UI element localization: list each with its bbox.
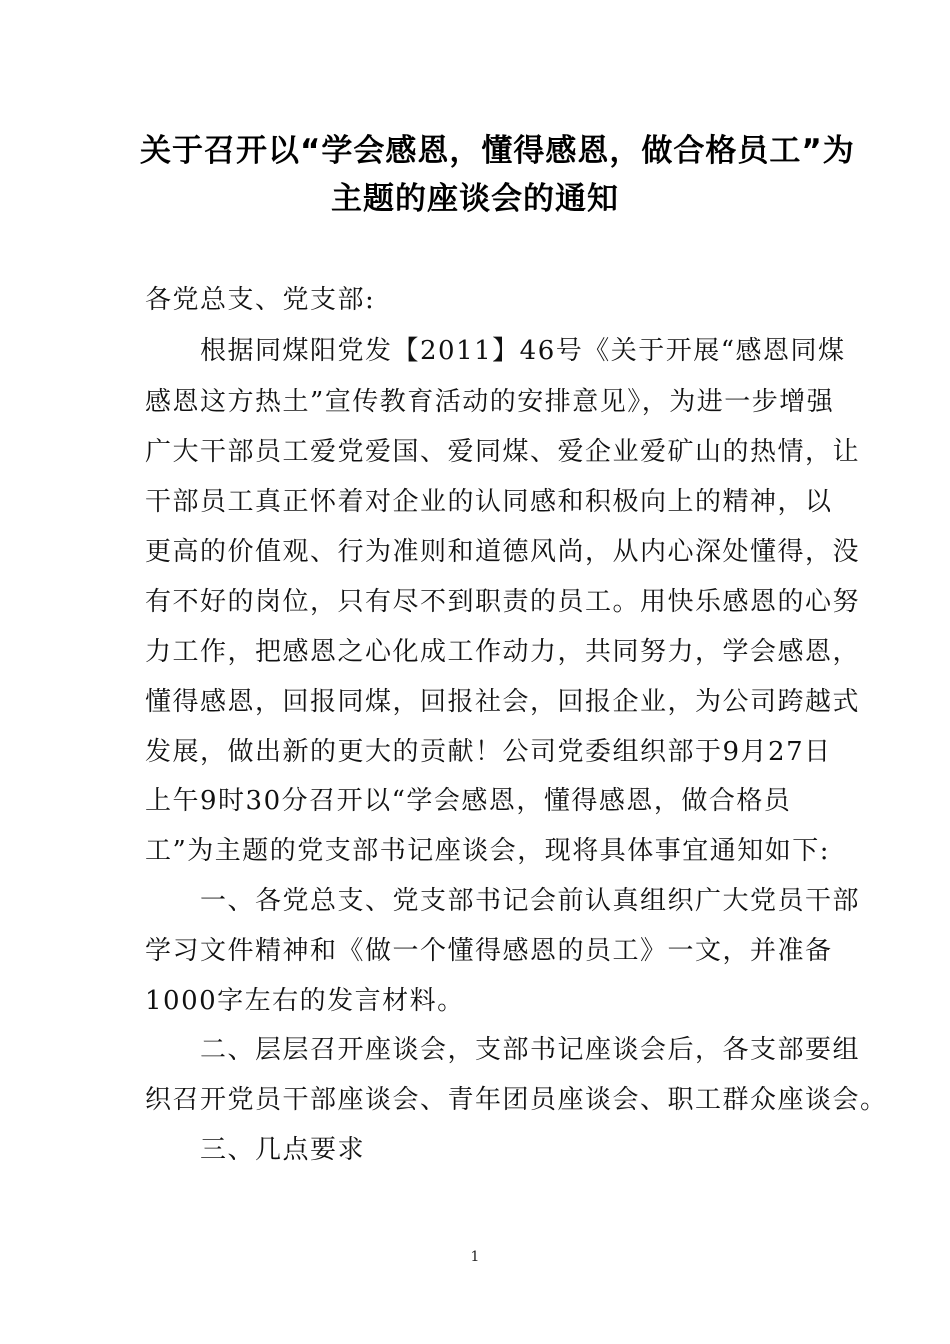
paragraph-1-line: 感恩这方热土”宣传教育活动的安排意见》，为进一步增强 bbox=[145, 387, 835, 417]
document-title-line-2: 主题的座谈会的通知 bbox=[331, 181, 619, 217]
paragraph-1-line: 工”为主题的党支部书记座谈会，现将具体事宜通知如下: bbox=[145, 836, 831, 866]
item-2-line: 二、层层召开座谈会，支部书记座谈会后，各支部要组 bbox=[200, 1035, 861, 1065]
paragraph-1-line: 发展，做出新的更大的贡献！公司党委组织部于9月27日 bbox=[145, 737, 832, 767]
document-title-line-1: 关于召开以“学会感恩，懂得感恩，做合格员工”为 bbox=[140, 133, 855, 169]
paragraph-1-line: 更高的价值观、行为准则和道德风尚，从内心深处懂得，没 bbox=[145, 537, 861, 567]
paragraph-1-line: 干部员工真正怀着对企业的认同感和积极向上的精神，以 bbox=[145, 487, 833, 517]
paragraph-1-line: 广大干部员工爱党爱国、爱同煤、爱企业爱矿山的热情，让 bbox=[145, 437, 861, 467]
item-1-line: 1000字左右的发言材料。 bbox=[145, 986, 465, 1016]
paragraph-1-line: 上午9时30分召开以“学会感恩，懂得感恩，做合格员 bbox=[145, 786, 792, 816]
paragraph-1-line: 有不好的岗位，只有尽不到职责的员工。用快乐感恩的心努 bbox=[145, 587, 861, 617]
item-1-line: 一、各党总支、党支部书记会前认真组织广大党员干部 bbox=[200, 886, 861, 916]
paragraph-1-line: 懂得感恩，回报同煤，回报社会，回报企业，为公司跨越式 bbox=[145, 687, 861, 717]
item-2-line: 织召开党员干部座谈会、青年团员座谈会、职工群众座谈会。 bbox=[145, 1085, 888, 1115]
item-1-line: 学习文件精神和《做一个懂得感恩的员工》一文，并准备 bbox=[145, 936, 833, 966]
paragraph-1-line: 力工作，把感恩之心化成工作动力，共同努力，学会感恩， bbox=[145, 637, 861, 667]
paragraph-1-line: 根据同煤阳党发【2011】46号《关于开展“感恩同煤 bbox=[200, 336, 846, 366]
page-number: 1 bbox=[470, 1249, 480, 1265]
salutation: 各党总支、党支部: bbox=[145, 285, 376, 315]
item-3-heading: 三、几点要求 bbox=[200, 1135, 366, 1165]
